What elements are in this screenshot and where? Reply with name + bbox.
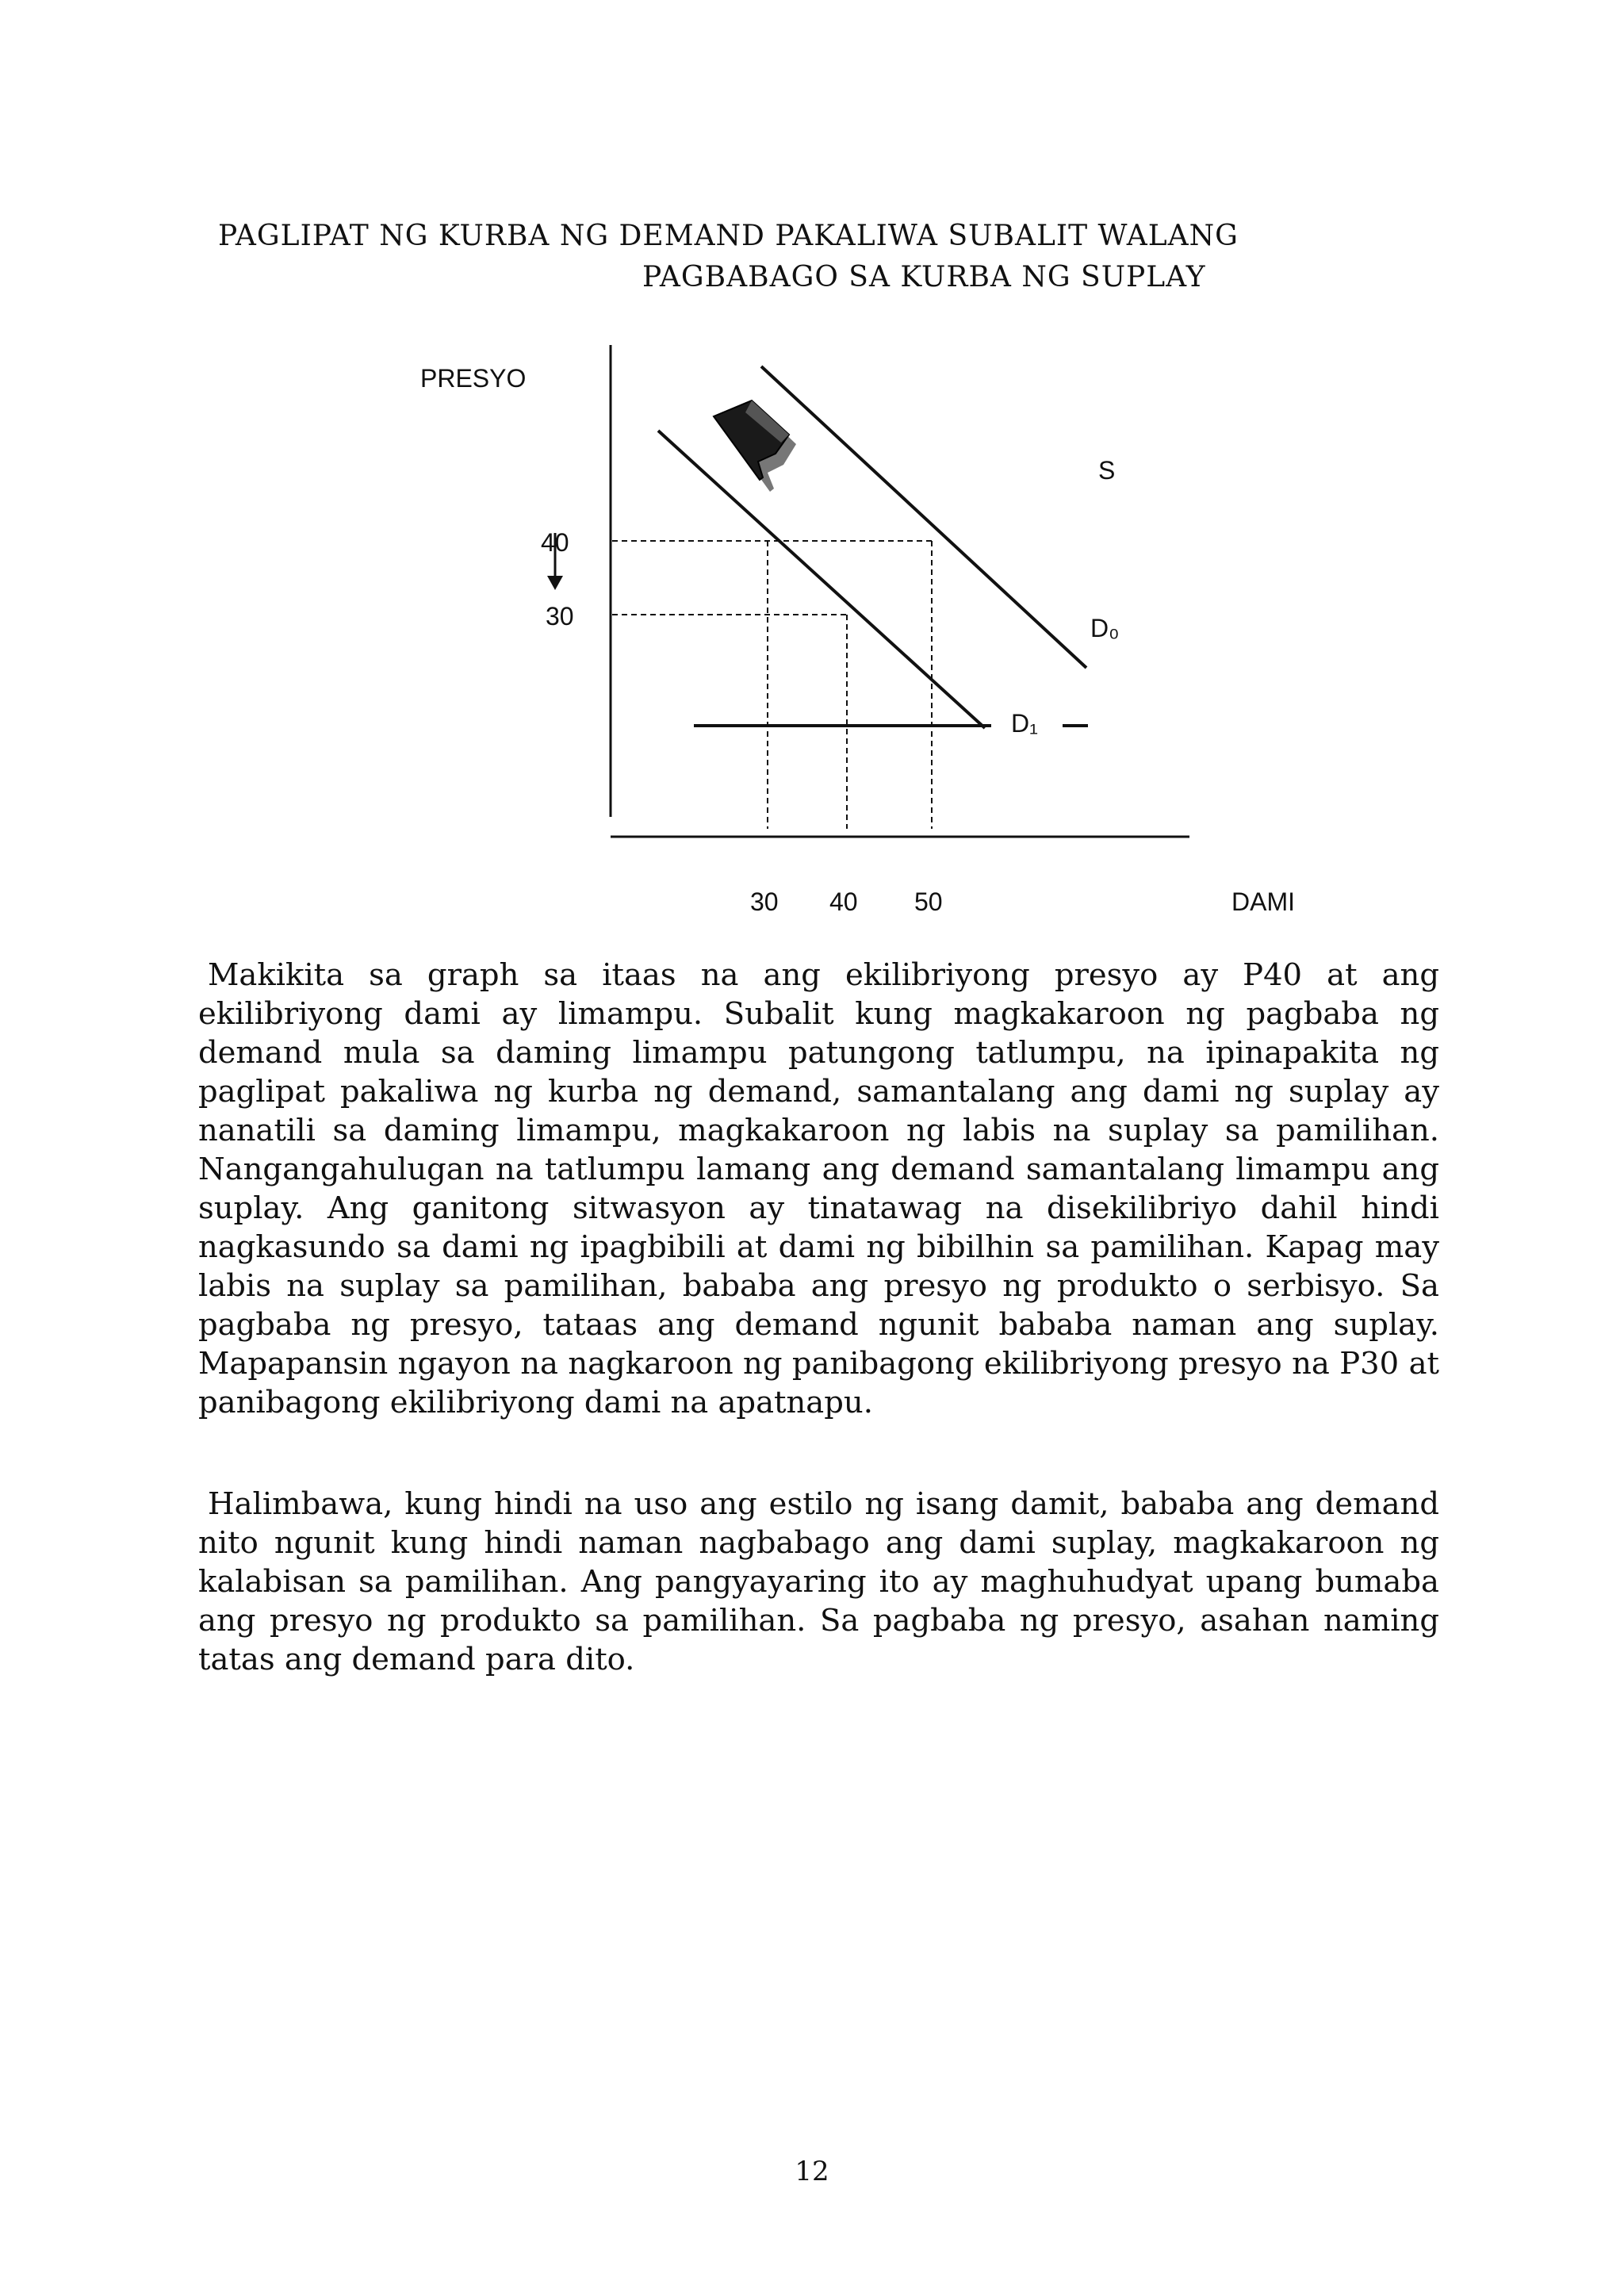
title-line-2: PAGBABAGO SA KURBA NG SUPLAY [642,261,1206,293]
x-tick-50: 50 [914,887,943,916]
title-line-1: PAGLIPAT NG KURBA NG DEMAND PAKALIWA SUBALIT WALANG [218,220,1239,252]
demand-curve-d1 [658,431,985,728]
demand-shift-graph [0,0,1624,936]
guide-lines [612,541,932,829]
page-number: 12 [795,2156,829,2187]
x-tick-40: 40 [829,887,858,916]
x-tick-30: 30 [750,887,779,916]
demand-d1-label: D₁ [1011,709,1038,738]
y-axis-label: PRESYO [420,364,527,393]
y-tick-30: 30 [546,602,574,631]
y-tick-40: 40 [541,528,569,557]
shift-left-arrow-icon [714,401,796,492]
demand-d0-label: D₀ [1090,614,1120,642]
x-axis-label: DAMI [1231,887,1295,916]
body-paragraph-1: Makikita sa graph sa itaas na ang ekilibriyong presyo ay P40 at ang ekilibriyong dami ay limampu. Subalit kung magkakaroon ng pagbaba ng demand mula sa daming limampu patungong tatlumpu, na ipinapakita ng paglipat pakaliwa ng kurba ng demand, samantalang ang dami ng suplay ay nanatili sa daming limampu, magkakaroon ng labis na suplay sa pamilihan. Nangangahulugan na tatlumpu lamang ang demand samantalang limampu ang suplay. Ang ganitong sitwasyon ay tinatawag na disekilibriyo dahil hindi nagkasundo sa dami ng ipagbibili at dami ng bibilhin sa pamilihan. Kapag may labis na suplay sa pamilihan, bababa ang presyo ng produkto o serbisyo. Sa pagbaba ng presyo, tataas ang demand ngunit bababa naman ang suplay. Mapapansin ngayon na nagkaroon ng panibagong ekilibriyong presyo na P30 at panibagong ekilibriyong dami na apatnapu. [198,957,1439,1420]
supply-label: S [1098,456,1116,485]
demand-curve-d0 [761,366,1086,668]
body-paragraph-2: Halimbawa, kung hindi na uso ang estilo ng isang damit, bababa ang demand nito ngunit kung hindi naman nagbabago ang dami suplay, magkakaroon ng kalabisan sa pamilihan. Ang pangyayaring ito ay maghuhudyat upang bumaba ang presyo ng produkto sa pamilihan. Sa pagbaba ng presyo, asahan naming tatas ang demand para dito. [198,1486,1439,1677]
